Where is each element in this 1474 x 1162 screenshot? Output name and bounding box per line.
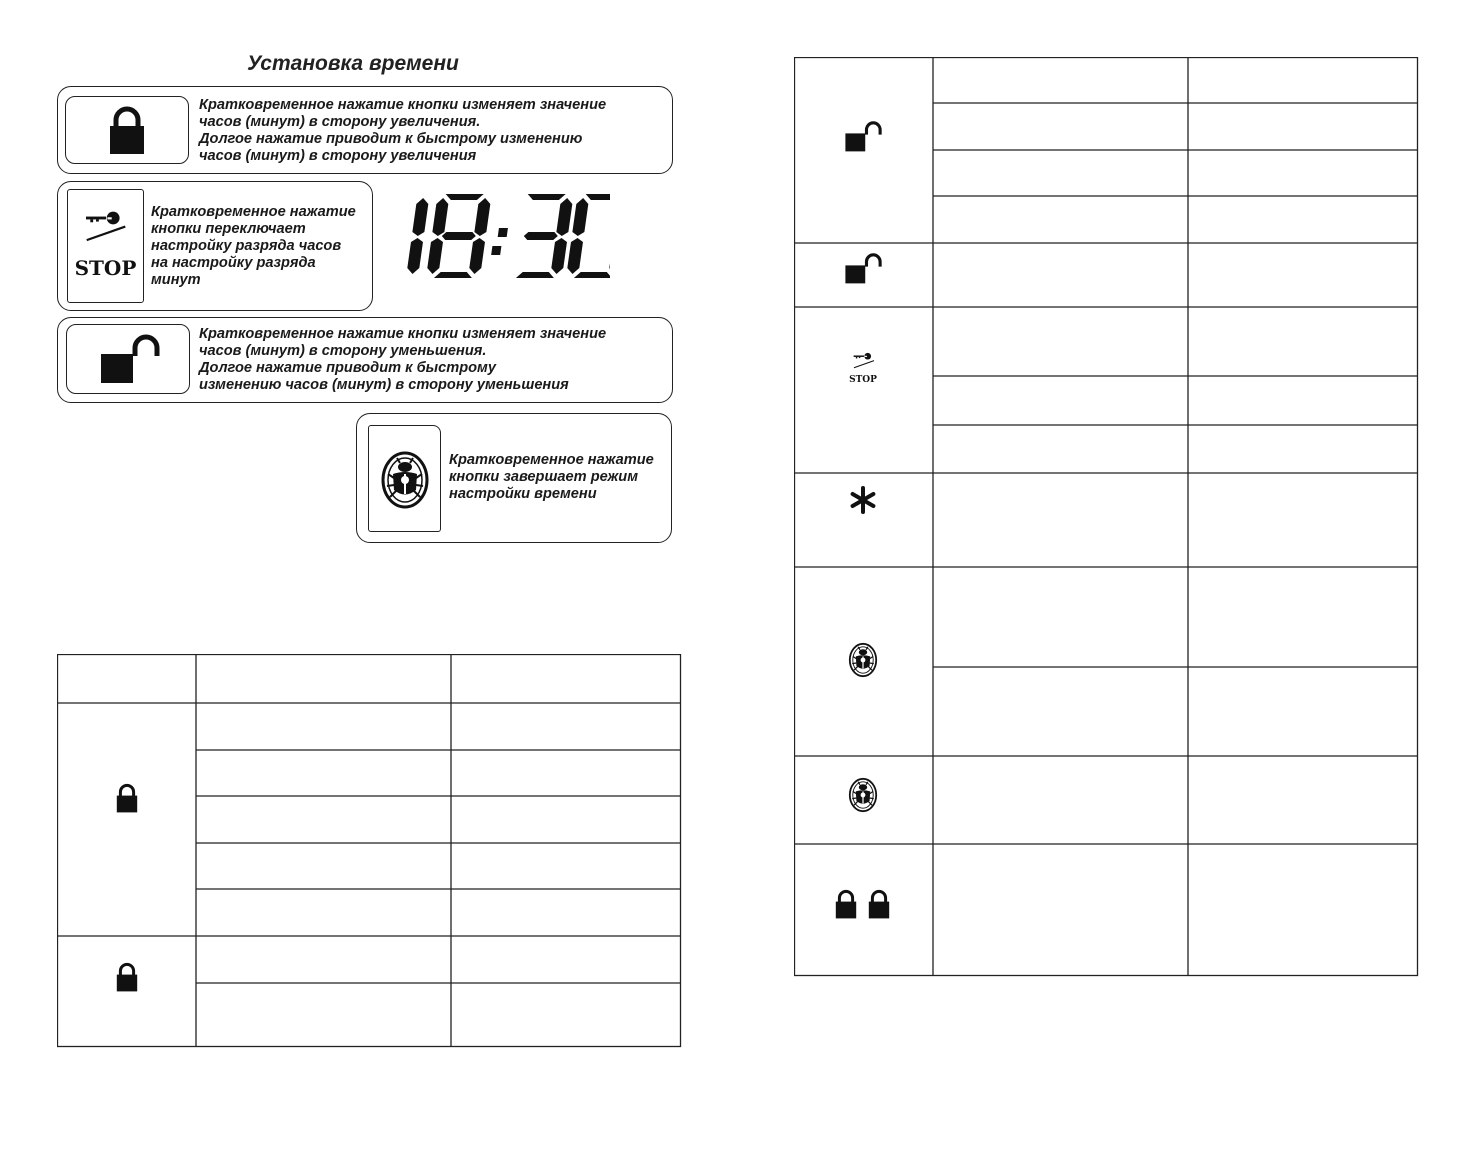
stop-small-label: STOP — [849, 375, 877, 385]
colon — [491, 228, 508, 255]
beetle-icon — [380, 450, 430, 510]
beetle-icon — [850, 644, 876, 676]
beetle-button-illustration — [368, 425, 441, 532]
digit-hours-tens — [406, 198, 429, 274]
unlock-icon — [99, 334, 163, 384]
instruction-text-exit: Кратковременное нажатие кнопки завершает режим настройки времени — [449, 452, 654, 502]
key-stop-button-illustration — [67, 189, 144, 303]
lock-button-illustration — [65, 96, 189, 164]
instruction-text-decrease: Кратковременное нажатие кнопки изменяет значение часов (минут) в сторону уменьшения. Долгое нажатие приводит к быстрому изменению часов (минут) в сторону уменьшения — [199, 326, 607, 393]
page-title: Установка времени — [247, 52, 459, 75]
clock-display — [388, 192, 610, 278]
digit-minutes-units — [566, 194, 610, 278]
beetle-icon — [850, 779, 876, 811]
left-table — [57, 654, 682, 1049]
key-stop-icon — [854, 353, 874, 368]
instruction-text-switch: Кратковременное нажатие кнопки переключает настройку разряда часов на настройку разряда минут — [151, 204, 356, 288]
lock-icon — [117, 964, 137, 991]
digit-minutes-tens — [516, 194, 574, 278]
digit-hours-units — [426, 194, 492, 278]
double-lock-icon — [836, 891, 889, 918]
unlock-button-illustration — [66, 324, 190, 394]
right-table — [794, 57, 1419, 978]
stop-label: STOP — [74, 256, 137, 280]
unlock-icon — [845, 255, 880, 284]
asterisk-icon — [853, 488, 874, 512]
key-stop-icon — [76, 208, 136, 258]
lock-icon — [107, 105, 147, 155]
lock-icon — [117, 785, 137, 812]
unlock-icon — [845, 123, 880, 152]
instruction-text-increase: Кратковременное нажатие кнопки изменяет значение часов (минут) в сторону увеличения. Долгое нажатие приводит к быстрому изменению часов (минут) в сторону увеличения — [199, 97, 607, 164]
